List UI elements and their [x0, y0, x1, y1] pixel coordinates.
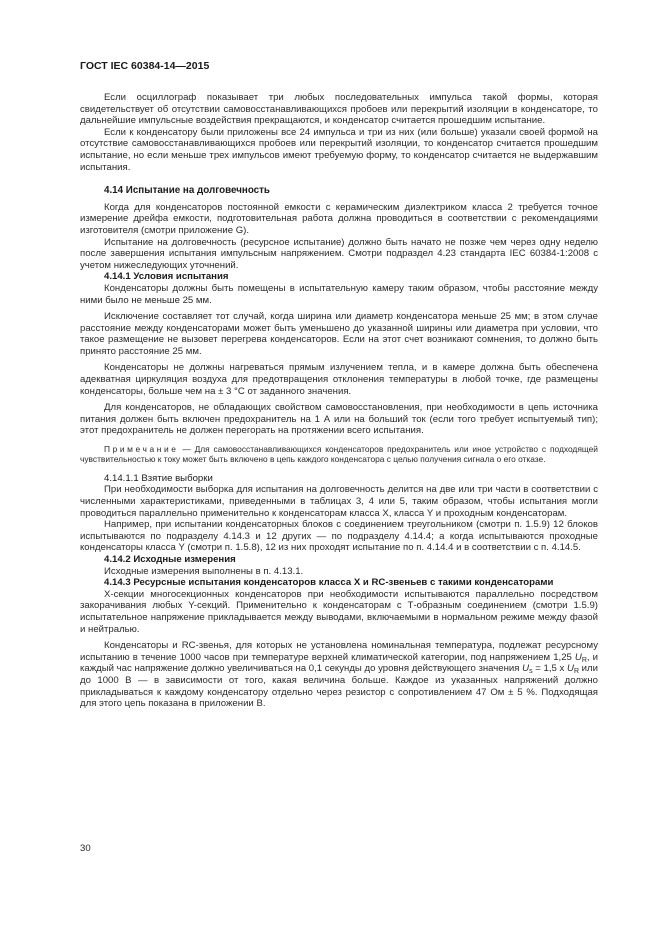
section-heading-4-14: 4.14 Испытание на долговечность [104, 185, 270, 197]
section-heading-4-14-1: 4.14.1 Условия испытания [104, 271, 229, 283]
section-heading-4-14-1-1: 4.14.1.1 Взятие выборки [104, 472, 213, 484]
paragraph: Исходные измерения выполнены в п. 4.13.1. [104, 565, 304, 577]
paragraph: Когда для конденсаторов постоянной емкости с керамическим диэлектриком класса 2 требуется точное измерение дрейфа емкости, подготовительная работа должна проводиться в соответствии с рекомендациями изготовителя (смотри приложение G). [80, 201, 598, 236]
paragraph: Например, при испытании конденсаторных блоков с соединением треугольником (смотри п. 1.5.9) 12 блоков испытываются по подразделу 4.14.3 и 12 других — по подразделу 4.14.4; а когда испытываются проходные конденсаторы класса Y (смотри п. 1.5.8), 12 из них проходят испытание по п. 4.14.4 и в соответствии с п. 4.14.5. [80, 519, 598, 554]
document-page [80, 60, 598, 710]
document-header: ГОСТ IEC 60384-14—2015 [80, 60, 210, 72]
note-label: Примечание [104, 444, 179, 455]
page-number: 30 [80, 843, 91, 854]
section-heading-4-14-2: 4.14.2 Исходные измерения [104, 554, 236, 565]
paragraph: При необходимости выборка для испытания на долговечность делится на две или три части в соответствии с численными характеристиками, приведенными в таблицах 3, 4 или 5, таким образом, чтобы испытания могли проводиться параллельно применительно к конденсаторам класса X, класса Y и проходным конденсаторам. [80, 484, 598, 519]
paragraph-voltage: Конденсаторы и RC-звенья, для которых не установлена номинальная температура, подлежат ресурсному испытанию в течение 1000 часов при температуре верхней климатической категории, под напряжением 1,25 $U_R$, и каждый час напряжение должно увеличиваться на 0,1 секунды до уровня действующего значения $U_s = 1,5$ х $U_R$ или до 1000 В — в зависимости от того, какая величина больше. Каждое из указанных напряжений должно прикладываться к каждому конденсатору отдельно через резистор с сопротивлением 47 Ом ± 5 %. Подходящая для этого цепь показана в приложении В. [80, 640, 599, 710]
paragraph: Исключение составляет тот случай, когда ширина или диаметр конденсатора меньше 25 мм; в этом случае расстояние между конденсаторами может быть уменьшено до указанной ширины или диаметра при условии, что такое размещение не вызовет перегрева конденсаторов. Если на этот счет возникают сомнения, то должно быть принято расстояние 25 мм. [80, 311, 598, 357]
paragraph: Испытание на долговечность (ресурсное испытание) должно быть начато не позже чем через одну неделю после завершения испытания импульсным напряжением. Смотри подраздел 4.23 стандарта IEC 60384-1:2008 с учетом нижеследующих уточнений. [80, 236, 598, 271]
paragraph: X-секции многосекционных конденсаторов при необходимости испытываются параллельно посредством закорачивания любых Y-секций. Применительно к конденсаторам с Т-образным соединением (смотри 1.5.9) испытательное напряжение прикладывается между выводами, включаемыми в нормальном режиме между фазой и нейтралью. [80, 588, 598, 635]
section-heading-4-14-3: 4.14.3 Ресурсные испытания конденсаторов класса X и RC-звеньев с такими конденсаторами [104, 577, 554, 589]
paragraph: Конденсаторы должны быть помещены в испытательную камеру таким образом, чтобы расстояние между ними было не меньше 25 мм. [80, 282, 598, 306]
paragraph: Для конденсаторов, не обладающих свойством самовосстановления, при необходимости в цепь источника питания должен быть включен предохранитель на 1 А или на больший ток (если того требует испытуемый тип); этот предохранитель не должен перегорать на протяжении всего испытания. [80, 402, 598, 437]
paragraph: Конденсаторы не должны нагреваться прямым излучением тепла, и в камере должна быть обеспечена адекватная циркуляция воздуха для предотвращения отклонения температуры в любой точке, где размещены конденсаторы, больше чем на ± 3 °С от заданного значения. [80, 362, 598, 397]
paragraph: Если к конденсатору были приложены все 24 импульса и три из них (или больше) указали своей формой на отсутствие самовосстанавливающихся пробоев или перекрытий изоляции, то конденсатор считается прошедшим испытание, но если меньше трех импульсов имеют требуемую форму, то конденсатор считается не выдержавшим испытания. [80, 126, 598, 173]
paragraph: Если осциллограф показывает три любых последовательных импульса такой формы, которая свидетельствует об отсутствии самовосстанавливающихся пробоев или перекрытий изоляции в конденсаторе, то дальнейшие импульсные воздействия прекращаются, и конденсатор считается прошедшим испытание. [80, 92, 598, 127]
note [80, 444, 598, 465]
note-text: — Для самовосстанавливающихся конденсаторов предохранитель или иное устройство с подходящей чувствительностью к току может быть включено в цепь каждого конденсатора с целью получения сигнала о его отказе. [80, 444, 598, 465]
